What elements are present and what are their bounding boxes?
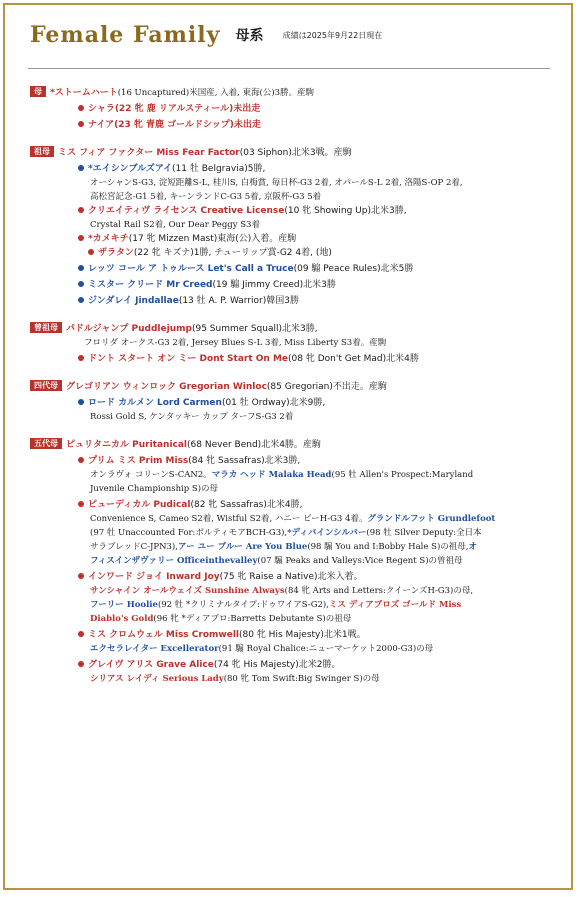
great-granddam-name: パドルジャンプ Puddlejump xyxy=(66,324,192,334)
fifth-dam-line xyxy=(30,438,560,452)
list-item xyxy=(30,352,560,366)
list-item xyxy=(30,396,560,410)
bullet-icon xyxy=(78,207,84,213)
record-text: (98 騸 You and I:Bobby Hale S)の祖母, xyxy=(307,542,469,552)
badge-fourth-dam: 四代母 xyxy=(30,380,62,391)
bullet-icon xyxy=(78,661,84,667)
dam-line xyxy=(30,86,560,100)
list-item xyxy=(30,658,560,672)
offspring-desc: (74 牝 His Majesty)北米2勝。 xyxy=(213,660,341,670)
badge-great-granddam: 曾祖母 xyxy=(30,322,62,333)
record-text: サラブレッドC-JPN3), xyxy=(90,542,178,552)
offspring-desc: (19 騸 Jimmy Creed)北米3勝 xyxy=(212,280,336,290)
badge-dam: 母 xyxy=(30,86,46,97)
great-granddam-desc: (95 Summer Squall)北米3勝, xyxy=(191,324,318,334)
list-item xyxy=(30,232,560,246)
list-item xyxy=(30,118,560,132)
list-item xyxy=(30,162,560,176)
record-text: (84 牝 Arts and Letters:クイーンズH-G3)の母, xyxy=(284,586,474,596)
descendant-name: ミス ディアブロズ ゴールド Miss xyxy=(328,600,462,610)
section-granddam xyxy=(30,146,560,308)
offspring-record xyxy=(30,512,560,526)
header xyxy=(30,22,550,48)
list-item xyxy=(30,102,560,116)
offspring-record: Crystal Rail S2着, Our Dear Peggy S3着 xyxy=(90,220,260,230)
as-of-date: 成績は2025年9月22日現在 xyxy=(282,31,383,40)
bullet-icon xyxy=(78,457,84,463)
offspring-desc: (11 牡 Belgravia)5勝, xyxy=(172,164,266,174)
section-fourth-dam xyxy=(30,380,560,424)
record-text: (98 牡 Silver Deputy:全日本 xyxy=(366,528,482,538)
dam-name: *ストームハート xyxy=(50,88,118,98)
offspring-desc: (09 騸 Peace Rules)北米5勝 xyxy=(293,264,414,274)
descendant-name: サンシャイン オールウェイズ Sunshine Always xyxy=(90,586,285,596)
section-great-granddam xyxy=(30,322,560,366)
great-granddam-line xyxy=(30,322,560,336)
offspring-record: 高松宮記念-G1 5着, キーンランドC-G3 5着, 京阪杯-G3 5着 xyxy=(90,192,322,202)
offspring-record xyxy=(30,598,560,612)
list-item xyxy=(30,204,560,218)
list-item xyxy=(30,628,560,642)
descendant-name: *ディバインシルバー xyxy=(287,528,367,538)
dam-desc: (16 Uncaptured)米国産, 入着, 東海(公)3勝。産駒 xyxy=(117,88,315,98)
list-item xyxy=(30,262,560,276)
offspring-desc: (13 牡 A. P. Warrior)韓国3勝 xyxy=(178,296,299,306)
offspring-desc: (84 牝 Sassafras)北米3勝, xyxy=(188,456,301,466)
bullet-icon xyxy=(78,105,84,111)
bullet-icon xyxy=(78,121,84,127)
list-item xyxy=(30,570,560,584)
record-text: Convenience S, Cameo S2着, Wistful S2着, ハニー ビーH-G3 4着。 xyxy=(90,514,368,524)
descendant-name: フーリー Hoolie xyxy=(90,600,158,610)
descendant-name: オ xyxy=(468,542,477,552)
offspring-name: *カメキチ xyxy=(88,234,129,244)
offspring-record xyxy=(30,612,560,626)
offspring-name: ロード カルメン Lord Carmen xyxy=(88,398,222,408)
fifth-dam-name: ピュリタニカル Puritanical xyxy=(66,440,188,450)
offspring-desc: (08 牝 Don't Get Mad)北米4勝 xyxy=(288,354,419,364)
descendant-name: グランドルフット Grundlefoot xyxy=(367,514,496,524)
pedigree-content xyxy=(30,86,560,700)
granddam-line xyxy=(30,146,560,160)
list-item xyxy=(30,278,560,292)
offspring-name: クリエイティヴ ライセンス Creative License xyxy=(88,206,285,216)
offspring-record xyxy=(30,526,560,540)
badge-granddam: 祖母 xyxy=(30,146,54,157)
offspring-name: インワード ジョイ Inward Joy xyxy=(88,572,220,582)
section-dam xyxy=(30,86,560,132)
bullet-icon xyxy=(78,165,84,171)
bullet-icon xyxy=(78,355,84,361)
record-text: (95 牡 Allen's Prospect:Maryland xyxy=(331,470,474,480)
offspring-record xyxy=(30,468,560,482)
record-text: (91 騸 Royal Chalice:ニューマーケット2000-G3)の母 xyxy=(218,644,434,654)
fourth-dam-line xyxy=(30,380,560,394)
offspring-record: Rossi Gold S, ケンタッキー カップ ターフS-G3 2着 xyxy=(90,412,294,422)
record-text: オンラヴォ コリーンS-CAN2。 xyxy=(90,470,212,480)
offspring-record xyxy=(30,584,560,598)
offspring-name: プリム ミス Prim Miss xyxy=(88,456,189,466)
bullet-icon xyxy=(78,281,84,287)
offspring-desc: (82 牝 Sassafras)北米4勝, xyxy=(190,500,303,510)
offspring-name: ミスター クリード Mr Creed xyxy=(88,280,213,290)
offspring-text: シャラ(22 牝 鹿 リアルスティール)未出走 xyxy=(88,104,261,114)
offspring-name: ピューディカル Pudical xyxy=(88,500,191,510)
record-text: (92 牡 *クリミナルタイプ:ドゥワイアS-G2), xyxy=(157,600,329,610)
offspring-record xyxy=(30,642,560,656)
great-granddam-record: フロリダ オークス-G3 2着, Jersey Blues S-L 3着, Miss Liberty S3着。産駒 xyxy=(84,338,387,348)
section-fifth-dam xyxy=(30,438,560,686)
fourth-dam-name: グレゴリアン ウィンロック Gregorian Winloc xyxy=(66,382,267,392)
descendant-name: Diablo's Gold xyxy=(90,614,154,624)
offspring-record xyxy=(30,540,560,554)
bullet-icon xyxy=(78,573,84,579)
record-text: (96 牝 *ディアブロ:Barretts Debutante S)の祖母 xyxy=(153,614,352,624)
offspring-desc: (22 牝 キズナ)1勝, チューリップ賞-G2 4着, (地) xyxy=(133,248,332,258)
offspring-name: グレイヴ アリス Grave Alice xyxy=(88,660,214,670)
fifth-dam-desc: (68 Never Bend)北米4勝。産駒 xyxy=(187,440,321,450)
list-item xyxy=(30,246,560,260)
title-ja: 母系 xyxy=(235,28,264,44)
descendant-name: フィスインザヴァリー Officeinthevalley xyxy=(90,556,258,566)
offspring-name: *エイシンブルズアイ xyxy=(88,164,173,174)
list-item xyxy=(30,294,560,308)
fourth-dam-desc: (85 Gregorian)不出走。産駒 xyxy=(266,382,387,392)
descendant-name: マラカ ヘッド Malaka Head xyxy=(211,470,332,480)
offspring-desc: (80 牝 His Majesty)北米1戦。 xyxy=(239,630,366,640)
granddam-desc: (03 Siphon)北米3戦。産駒 xyxy=(239,148,352,158)
offspring-desc: (75 牝 Raise a Native)北米入着。 xyxy=(219,572,363,582)
bullet-icon xyxy=(78,501,84,507)
title-en: Female Family xyxy=(30,22,221,48)
bullet-icon xyxy=(78,265,84,271)
descendant-name: シリアス レイディ Serious Lady xyxy=(90,674,224,684)
offspring-name: レッツ コール ア トゥルース Let's Call a Truce xyxy=(88,264,294,274)
bullet-icon xyxy=(78,399,84,405)
list-item xyxy=(30,498,560,512)
bullet-icon xyxy=(88,249,94,255)
descendant-name: アー ユー ブルー Are You Blue xyxy=(177,542,308,552)
badge-fifth-dam: 五代母 xyxy=(30,438,62,449)
offspring-name: ジンダレイ Jindallae xyxy=(88,296,179,306)
offspring-text: ナイア(23 牝 青鹿 ゴールドシップ)未出走 xyxy=(88,120,261,130)
offspring-record: オーシャンS-G3, 淀短距離S-L, 桂川S, 白梅賞, 毎日杯-G3 2着, オパールS-L 2着, 洛陽S-OP 2着, xyxy=(90,178,463,188)
record-text: (97 牡 Unaccounted For:ボルティモアBCH-G3), xyxy=(90,528,288,538)
bullet-icon xyxy=(78,297,84,303)
offspring-name: ミス クロムウェル Miss Cromwell xyxy=(88,630,239,640)
list-item xyxy=(30,454,560,468)
offspring-desc: (01 牡 Ordway)北米9勝, xyxy=(221,398,326,408)
descendant-name: エクセラレイター Excellerator xyxy=(90,644,219,654)
header-rule xyxy=(28,68,550,69)
offspring-record xyxy=(30,672,560,686)
record-text: (07 騸 Peaks and Valleys:Vice Regent S)の曽祖母 xyxy=(257,556,463,566)
offspring-desc: (10 牝 Showing Up)北米3勝, xyxy=(284,206,407,216)
offspring-name: ザラタン xyxy=(98,248,134,258)
record-text: (80 牝 Tom Swift:Big Swinger S)の母 xyxy=(223,674,380,684)
bullet-icon xyxy=(78,631,84,637)
offspring-record: Juvenile Championship S)の母 xyxy=(90,484,219,494)
offspring-name: ドント スタート オン ミー Dont Start On Me xyxy=(88,354,289,364)
bullet-icon xyxy=(78,235,84,241)
offspring-desc: (17 牝 Mizzen Mast)東海(公)入着。産駒 xyxy=(128,234,297,244)
offspring-record xyxy=(30,554,560,568)
granddam-name: ミス フィア ファクター Miss Fear Factor xyxy=(58,148,240,158)
